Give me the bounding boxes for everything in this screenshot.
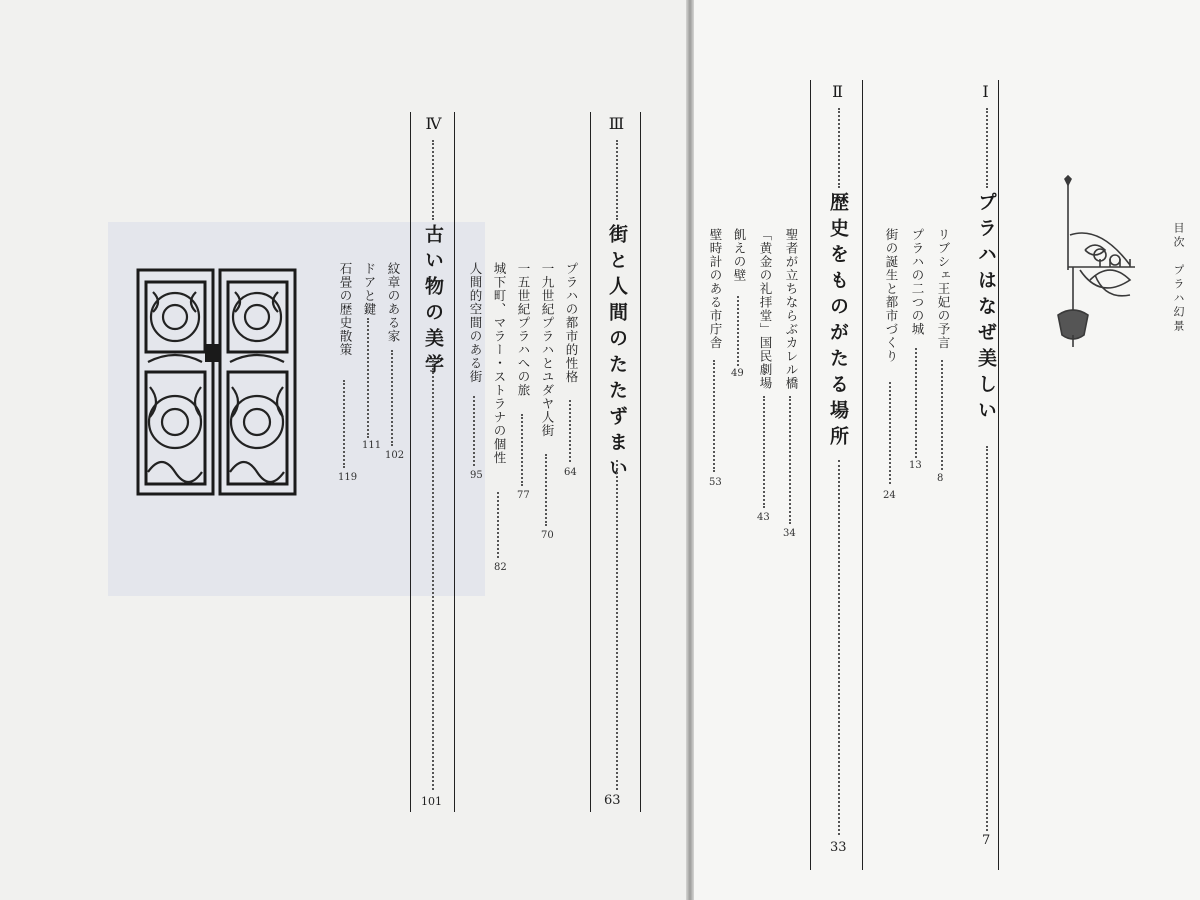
- toc-leader-4-1: [391, 350, 393, 446]
- toc-item-3-1: プラハの都市的性格: [564, 262, 579, 384]
- toc-page-2-4: 53: [709, 477, 722, 488]
- chapter-4-leader: [432, 140, 434, 220]
- toc-item-4-2: ドアと鍵: [362, 262, 377, 316]
- toc-page-2-3: 49: [731, 368, 744, 379]
- chapter-3-page: 63: [604, 793, 621, 808]
- toc-leader-3-4: [497, 492, 499, 558]
- chapter-1-numeral: Ⅰ: [976, 82, 995, 101]
- chapter-3-rule: [640, 112, 641, 812]
- chapter-2-rule: [862, 80, 863, 870]
- toc-leader-3-1: [569, 400, 571, 462]
- toc-item-2-3: 飢えの壁: [732, 228, 747, 282]
- toc-page-3-3: 77: [517, 490, 530, 501]
- toc-page-1-2: 13: [909, 460, 922, 471]
- toc-item-2-1: 聖者が立ちならぶカレル橋: [784, 228, 799, 390]
- toc-item-4-3: 石畳の歴史散策: [338, 262, 353, 357]
- book-gutter: [686, 0, 694, 900]
- toc-page-1-3: 24: [883, 490, 896, 501]
- toc-item-1-3: 街の誕生と都市づくり: [884, 228, 899, 363]
- toc-page-1-1: 8: [937, 473, 944, 484]
- toc-leader-3-3: [521, 414, 523, 486]
- chapter-4-rule-left: [410, 112, 411, 812]
- toc-leader-2-2: [763, 396, 765, 508]
- toc-page-3-4: 82: [494, 562, 507, 573]
- chapter-2-leader-2: [838, 460, 840, 835]
- chapter-4-title: 古い物の美学: [422, 224, 444, 380]
- toc-page-3-5: 95: [470, 470, 483, 481]
- chapter-3-rule-left: [590, 112, 591, 812]
- toc-leader-2-3: [737, 296, 739, 366]
- chapter-2-leader: [838, 108, 840, 188]
- toc-page-2-2: 43: [757, 512, 770, 523]
- toc-page-4-2: 111: [362, 440, 382, 451]
- toc-page-2-1: 34: [783, 528, 796, 539]
- chapter-3-leader-2: [616, 460, 618, 790]
- running-head: 目次 プラハ幻景: [1172, 222, 1185, 334]
- toc-item-1-2: プラハの二つの城: [910, 228, 925, 336]
- hanging-lamp-ornament: [1040, 175, 1140, 399]
- toc-item-3-2: 一九世紀プラハとユダヤ人街: [540, 262, 555, 438]
- toc-page-3-2: 70: [541, 530, 554, 541]
- toc-leader-3-2: [545, 454, 547, 526]
- chapter-4-numeral: Ⅳ: [424, 114, 443, 133]
- toc-item-2-2: 「黄金の礼拝堂」国民劇場: [758, 228, 773, 390]
- toc-item-3-5: 人間的空間のある街: [468, 262, 483, 384]
- chapter-2-rule-left: [810, 80, 811, 870]
- chapter-1-page: 7: [982, 833, 991, 848]
- toc-leader-1-3: [889, 382, 891, 484]
- lamp-bracket-illustration: [1040, 175, 1140, 395]
- right-page: [690, 0, 1200, 900]
- chapter-4-rule: [454, 112, 455, 812]
- toc-leader-1-2: [915, 348, 917, 458]
- chapter-2-title: 歴史をものがたる場所: [827, 192, 849, 452]
- chapter-1-leader-2: [986, 446, 988, 831]
- toc-page-4-1: 102: [385, 450, 405, 461]
- chapter-3-title: 街と人間のたたずまい: [606, 224, 628, 484]
- toc-leader-3-5: [473, 396, 475, 466]
- toc-leader-1-1: [941, 360, 943, 470]
- toc-item-1-1: リブシェ王妃の予言: [936, 228, 951, 350]
- toc-page-4-3: 119: [338, 472, 358, 483]
- chapter-1-leader: [986, 108, 988, 188]
- toc-leader-4-2: [367, 318, 369, 438]
- chapter-3-numeral: Ⅲ: [607, 114, 626, 133]
- chapter-3-leader: [616, 140, 618, 220]
- chapter-1-title: プラハはなぜ美しい: [975, 192, 997, 426]
- toc-item-3-3: 一五世紀プラハへの旅: [516, 262, 531, 397]
- toc-item-4-1: 紋章のある家: [386, 262, 401, 343]
- toc-item-3-4: 城下町、マラー・ストラナの個性: [492, 262, 507, 465]
- toc-leader-2-4: [713, 360, 715, 472]
- chapter-4-leader-2: [432, 360, 434, 790]
- toc-leader-2-1: [789, 396, 791, 524]
- chapter-2-page: 33: [830, 840, 847, 855]
- toc-leader-4-3: [343, 380, 345, 468]
- chapter-2-numeral: Ⅱ: [828, 82, 847, 101]
- toc-item-2-4: 壁時計のある市庁舎: [708, 228, 723, 350]
- chapter-4-page: 101: [421, 795, 442, 808]
- toc-page-3-1: 64: [564, 467, 577, 478]
